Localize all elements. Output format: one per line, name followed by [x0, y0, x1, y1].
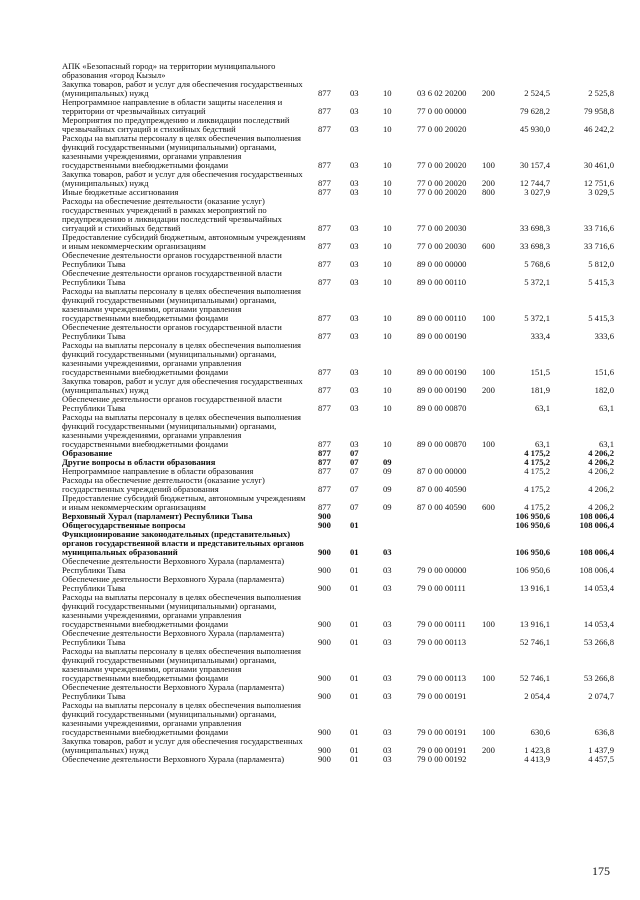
ministry-code: 877: [318, 439, 331, 449]
expense-type-code: 200: [482, 88, 495, 98]
target-article-code: 79 0 00 00000: [417, 565, 467, 575]
amount-year-1: 33 698,3: [519, 223, 550, 233]
table-row: [0, 116, 640, 134]
target-article-code: 77 0 00 20020: [417, 160, 467, 170]
amount-year-1: 13 916,1: [519, 619, 550, 629]
amount-year-1: 52 746,1: [519, 637, 550, 647]
target-article-code: 79 0 00 00192: [417, 754, 467, 764]
row-description: Расходы на выплаты персоналу в целях обеспечения выполнения функций государственными (муниципальными) органами, казенными учреждениями, органами управления государственными внебюджетными фондами: [62, 647, 302, 683]
row-description: Мероприятия по предупреждению и ликвидации последствий чрезвычайных ситуаций и стихийных бедствий: [62, 116, 290, 134]
section-code: 03: [350, 124, 359, 134]
row-description: Закупка товаров, работ и услуг для обеспечения государственных (муниципальных) нужд: [62, 737, 303, 755]
target-article-code: 89 0 00 00190: [417, 367, 467, 377]
amount-year-2: 3 029,5: [588, 187, 614, 197]
table-row: [0, 530, 640, 557]
section-code: 03: [350, 439, 359, 449]
table-row: [0, 98, 640, 116]
amount-year-2: 46 242,2: [583, 124, 614, 134]
subsection-code: 10: [383, 277, 392, 287]
ministry-code: 877: [318, 277, 331, 287]
subsection-code: 09: [383, 457, 392, 467]
row-description: Другие вопросы в области образования: [62, 458, 216, 467]
target-article-code: 03 6 02 20200: [417, 88, 467, 98]
amount-year-2: 12 751,6: [583, 178, 614, 188]
section-code: 01: [350, 565, 359, 575]
target-article-code: 89 0 00 00110: [417, 313, 467, 323]
expense-type-code: 600: [482, 502, 495, 512]
expense-type-code: 100: [482, 160, 495, 170]
subsection-code: 03: [383, 619, 392, 629]
section-code: 03: [350, 331, 359, 341]
ministry-code: 900: [318, 565, 331, 575]
row-description: Верховный Хурал (парламент) Республики Тыва: [62, 512, 253, 521]
target-article-code: 79 0 00 00111: [417, 583, 466, 593]
expense-type-code: 100: [482, 673, 495, 683]
table-row: [0, 323, 640, 341]
amount-year-1: 333,4: [530, 331, 550, 341]
target-article-code: 89 0 00 00190: [417, 385, 467, 395]
target-article-code: 77 0 00 00000: [417, 106, 467, 116]
row-description: Обеспечение деятельности органов государственной власти Республики Тыва: [62, 251, 282, 269]
table-row: [0, 647, 640, 683]
section-code: 03: [350, 403, 359, 413]
table-row: [0, 629, 640, 647]
page-number: 175: [592, 864, 610, 878]
target-article-code: 89 0 00 00870: [417, 439, 467, 449]
target-article-code: 77 0 00 20020: [417, 124, 467, 134]
table-row: [0, 755, 640, 764]
ministry-code: 900: [318, 547, 331, 557]
row-description: Обеспечение деятельности органов государственной власти Республики Тыва: [62, 395, 282, 413]
expense-type-code: 100: [482, 367, 495, 377]
subsection-code: 03: [383, 673, 392, 683]
amount-year-2: 108 006,4: [579, 565, 614, 575]
amount-year-2: 1 437,9: [588, 745, 614, 755]
target-article-code: 77 0 00 20030: [417, 241, 467, 251]
section-code: 03: [350, 277, 359, 287]
row-description: Обеспечение деятельности Верховного Хурала (парламента) Республики Тыва: [62, 575, 285, 593]
ministry-code: 877: [318, 124, 331, 134]
amount-year-2: 5 415,3: [588, 313, 614, 323]
subsection-code: 09: [383, 484, 392, 494]
amount-year-1: 4 175,2: [524, 448, 550, 458]
row-description: Обеспечение деятельности Верховного Хурала (парламента) Республики Тыва: [62, 683, 285, 701]
section-code: 01: [350, 619, 359, 629]
target-article-code: 79 0 00 00113: [417, 637, 467, 647]
row-description: Расходы на выплаты персоналу в целях обеспечения выполнения функций государственными (муниципальными) органами, казенными учреждениями, органами управления государственными внебюджетными фондами: [62, 287, 302, 323]
row-description: Расходы на выплаты персоналу в целях обеспечения выполнения функций государственными (муниципальными) органами, казенными учреждениями, органами управления государственными внебюджетными фондами: [62, 134, 302, 170]
ministry-code: 877: [318, 187, 331, 197]
amount-year-2: 4 206,2: [588, 484, 614, 494]
table-row: [0, 170, 640, 188]
section-code: 03: [350, 385, 359, 395]
amount-year-2: 108 006,4: [579, 511, 614, 521]
amount-year-2: 4 457,5: [588, 754, 614, 764]
table-row: [0, 377, 640, 395]
subsection-code: 10: [383, 367, 392, 377]
row-description: Расходы на обеспечение деятельности (оказание услуг) государственных учреждений в рамках мероприятий по предупреждению и ликвидации последствий чрезвычайных ситуаций и стихийных бедствий: [62, 197, 282, 233]
table-row: [0, 80, 640, 98]
ministry-code: 900: [318, 754, 331, 764]
row-description: Закупка товаров, работ и услуг для обеспечения государственных (муниципальных) нужд: [62, 377, 303, 395]
amount-year-1: 5 768,6: [524, 259, 550, 269]
section-code: 01: [350, 673, 359, 683]
ministry-code: 877: [318, 178, 331, 188]
ministry-code: 900: [318, 520, 331, 530]
target-article-code: 77 0 00 20030: [417, 223, 467, 233]
ministry-code: 877: [318, 502, 331, 512]
section-code: 03: [350, 88, 359, 98]
amount-year-1: 30 157,4: [519, 160, 550, 170]
target-article-code: 79 0 00 00191: [417, 691, 467, 701]
ministry-code: 877: [318, 367, 331, 377]
ministry-code: 900: [318, 727, 331, 737]
row-description: Расходы на выплаты персоналу в целях обеспечения выполнения функций государственными (муниципальными) органами, казенными учреждениями, органами управления государственными внебюджетными фондами: [62, 413, 302, 449]
table-row: [0, 494, 640, 512]
table-row: [0, 683, 640, 701]
subsection-code: 03: [383, 745, 392, 755]
row-description: Образование: [62, 449, 113, 458]
section-code: 03: [350, 106, 359, 116]
expense-type-code: 100: [482, 439, 495, 449]
amount-year-1: 2 524,5: [524, 88, 550, 98]
amount-year-1: 4 175,2: [524, 466, 550, 476]
ministry-code: 900: [318, 511, 331, 521]
ministry-code: 877: [318, 331, 331, 341]
expense-type-code: 100: [482, 727, 495, 737]
amount-year-2: 2 074,7: [588, 691, 614, 701]
amount-year-2: 333,6: [594, 331, 614, 341]
amount-year-1: 106 950,6: [515, 511, 550, 521]
amount-year-2: 33 716,6: [583, 241, 614, 251]
row-description: АПК «Безопасный город» на территории муниципального образования «город Кызыл»: [62, 62, 276, 80]
amount-year-2: 53 266,8: [583, 637, 614, 647]
row-description: Обеспечение деятельности Верховного Хурала (парламента) Республики Тыва: [62, 557, 285, 575]
subsection-code: 10: [383, 178, 392, 188]
amount-year-1: 45 930,0: [519, 124, 550, 134]
expense-type-code: 600: [482, 241, 495, 251]
subsection-code: 10: [383, 223, 392, 233]
ministry-code: 900: [318, 637, 331, 647]
table-row: [0, 593, 640, 629]
target-article-code: 77 0 00 20020: [417, 187, 467, 197]
table-row: [0, 287, 640, 323]
amount-year-2: 53 266,8: [583, 673, 614, 683]
amount-year-2: 182,0: [594, 385, 614, 395]
target-article-code: 79 0 00 00191: [417, 727, 467, 737]
amount-year-2: 4 206,2: [588, 448, 614, 458]
subsection-code: 10: [383, 160, 392, 170]
amount-year-1: 5 372,1: [524, 313, 550, 323]
amount-year-2: 4 206,2: [588, 502, 614, 512]
amount-year-2: 79 958,8: [583, 106, 614, 116]
amount-year-2: 5 415,3: [588, 277, 614, 287]
amount-year-1: 181,9: [530, 385, 550, 395]
subsection-code: 10: [383, 187, 392, 197]
amount-year-1: 4 175,2: [524, 457, 550, 467]
row-description: Обеспечение деятельности органов государственной власти Республики Тыва: [62, 323, 282, 341]
amount-year-1: 63,1: [534, 439, 550, 449]
section-code: 07: [350, 502, 359, 512]
amount-year-2: 14 053,4: [583, 619, 614, 629]
table-row: [0, 188, 640, 197]
ministry-code: 877: [318, 448, 331, 458]
table-row: [0, 701, 640, 737]
amount-year-1: 12 744,7: [519, 178, 550, 188]
table-row: [0, 476, 640, 494]
row-description: Иные бюджетные ассигнования: [62, 188, 179, 197]
row-description: Функционирование законодательных (представительных) органов государственной власти и представительных органов муниципальных образований: [62, 530, 304, 557]
ministry-code: 877: [318, 313, 331, 323]
section-code: 01: [350, 547, 359, 557]
amount-year-2: 63,1: [598, 439, 614, 449]
row-description: Обеспечение деятельности Верховного Хурала (парламента): [62, 755, 285, 764]
target-article-code: 87 0 00 00000: [417, 466, 467, 476]
target-article-code: 77 0 00 20020: [417, 178, 467, 188]
amount-year-1: 106 950,6: [515, 547, 550, 557]
amount-year-1: 1 423,8: [524, 745, 550, 755]
section-code: 03: [350, 223, 359, 233]
expense-type-code: 200: [482, 745, 495, 755]
target-article-code: 79 0 00 00111: [417, 619, 466, 629]
expense-type-code: 100: [482, 619, 495, 629]
subsection-code: 09: [383, 502, 392, 512]
ministry-code: 877: [318, 241, 331, 251]
amount-year-1: 2 054,4: [524, 691, 550, 701]
subsection-code: 10: [383, 385, 392, 395]
target-article-code: 89 0 00 00190: [417, 331, 467, 341]
subsection-code: 10: [383, 259, 392, 269]
row-description: Обеспечение деятельности органов государственной власти Республики Тыва: [62, 269, 282, 287]
subsection-code: 03: [383, 727, 392, 737]
row-description: Предоставление субсидий бюджетным, автономным учреждениям и иным некоммерческим организациям: [62, 233, 306, 251]
row-description: Общегосударственные вопросы: [62, 521, 186, 530]
amount-year-1: 151,5: [530, 367, 550, 377]
target-article-code: 79 0 00 00113: [417, 673, 467, 683]
section-code: 01: [350, 727, 359, 737]
amount-year-2: 108 006,4: [579, 547, 614, 557]
subsection-code: 03: [383, 547, 392, 557]
amount-year-2: 30 461,0: [583, 160, 614, 170]
amount-year-2: 636,8: [594, 727, 614, 737]
target-article-code: 87 0 00 40590: [417, 484, 467, 494]
section-code: 01: [350, 691, 359, 701]
ministry-code: 877: [318, 259, 331, 269]
section-code: 07: [350, 466, 359, 476]
amount-year-1: 106 950,6: [515, 520, 550, 530]
section-code: 01: [350, 637, 359, 647]
amount-year-1: 4 175,2: [524, 484, 550, 494]
section-code: 03: [350, 187, 359, 197]
subsection-code: 10: [383, 403, 392, 413]
section-code: 03: [350, 259, 359, 269]
expense-type-code: 200: [482, 178, 495, 188]
row-description: Непрограммное направление в области защиты населения и территории от чрезвычайных ситуаций: [62, 98, 283, 116]
row-description: Расходы на выплаты персоналу в целях обеспечения выполнения функций государственными (муниципальными) органами, казенными учреждениями, органами управления государственными внебюджетными фондами: [62, 341, 302, 377]
section-code: 03: [350, 160, 359, 170]
subsection-code: 10: [383, 241, 392, 251]
ministry-code: 877: [318, 106, 331, 116]
amount-year-1: 79 628,2: [519, 106, 550, 116]
section-code: 03: [350, 313, 359, 323]
ministry-code: 900: [318, 583, 331, 593]
table-row: [0, 575, 640, 593]
table-row: [0, 557, 640, 575]
subsection-code: 10: [383, 439, 392, 449]
amount-year-2: 151,6: [594, 367, 614, 377]
table-row: [0, 233, 640, 251]
amount-year-2: 2 525,8: [588, 88, 614, 98]
ministry-code: 877: [318, 160, 331, 170]
ministry-code: 877: [318, 466, 331, 476]
target-article-code: 89 0 00 00870: [417, 403, 467, 413]
ministry-code: 900: [318, 745, 331, 755]
row-description: Обеспечение деятельности Верховного Хурала (парламента) Республики Тыва: [62, 629, 285, 647]
section-code: 03: [350, 367, 359, 377]
section-code: 07: [350, 484, 359, 494]
amount-year-2: 108 006,4: [579, 520, 614, 530]
subsection-code: 10: [383, 331, 392, 341]
table-row: [0, 737, 640, 755]
ministry-code: 877: [318, 223, 331, 233]
table-row: [0, 467, 640, 476]
table-row: [0, 413, 640, 449]
section-code: 01: [350, 754, 359, 764]
table-row: [0, 269, 640, 287]
ministry-code: 877: [318, 457, 331, 467]
subsection-code: 09: [383, 466, 392, 476]
subsection-code: 10: [383, 313, 392, 323]
row-description: Закупка товаров, работ и услуг для обеспечения государственных (муниципальных) нужд: [62, 80, 303, 98]
subsection-code: 03: [383, 565, 392, 575]
row-description: Закупка товаров, работ и услуг для обеспечения государственных (муниципальных) нужд: [62, 170, 303, 188]
amount-year-2: 33 716,6: [583, 223, 614, 233]
amount-year-2: 4 206,2: [588, 457, 614, 467]
subsection-code: 10: [383, 88, 392, 98]
row-description: Расходы на обеспечение деятельности (оказание услуг) государственных учреждений образования: [62, 476, 265, 494]
target-article-code: 89 0 00 00110: [417, 277, 467, 287]
section-code: 01: [350, 583, 359, 593]
amount-year-1: 63,1: [534, 403, 550, 413]
target-article-code: 89 0 00 00000: [417, 259, 467, 269]
amount-year-1: 3 027,9: [524, 187, 550, 197]
table-row: [0, 251, 640, 269]
amount-year-2: 14 053,4: [583, 583, 614, 593]
amount-year-1: 4 413,9: [524, 754, 550, 764]
section-code: 01: [350, 745, 359, 755]
row-description: Расходы на выплаты персоналу в целях обеспечения выполнения функций государственными (муниципальными) органами, казенными учреждениями, органами управления государственными внебюджетными фондами: [62, 701, 302, 737]
expense-type-code: 200: [482, 385, 495, 395]
target-article-code: 79 0 00 00191: [417, 745, 467, 755]
amount-year-2: 63,1: [598, 403, 614, 413]
section-code: 01: [350, 520, 359, 530]
subsection-code: 03: [383, 754, 392, 764]
subsection-code: 03: [383, 583, 392, 593]
section-code: 03: [350, 178, 359, 188]
ministry-code: 877: [318, 403, 331, 413]
subsection-code: 10: [383, 124, 392, 134]
table-row: [0, 521, 640, 530]
table-row: [0, 62, 640, 80]
table-row: [0, 395, 640, 413]
amount-year-1: 106 950,6: [515, 565, 550, 575]
ministry-code: 900: [318, 619, 331, 629]
amount-year-2: 4 206,2: [588, 466, 614, 476]
ministry-code: 900: [318, 691, 331, 701]
amount-year-1: 52 746,1: [519, 673, 550, 683]
row-description: Расходы на выплаты персоналу в целях обеспечения выполнения функций государственными (муниципальными) органами, казенными учреждениями, органами управления государственными внебюджетными фондами: [62, 593, 302, 629]
target-article-code: 87 0 00 40590: [417, 502, 467, 512]
ministry-code: 900: [318, 673, 331, 683]
amount-year-1: 5 372,1: [524, 277, 550, 287]
subsection-code: 10: [383, 106, 392, 116]
section-code: 07: [350, 457, 359, 467]
subsection-code: 03: [383, 691, 392, 701]
row-description: Непрограммное направление в области образования: [62, 467, 254, 476]
amount-year-2: 5 812,0: [588, 259, 614, 269]
table-row: [0, 197, 640, 233]
table-row: [0, 341, 640, 377]
expense-type-code: 100: [482, 313, 495, 323]
amount-year-1: 33 698,3: [519, 241, 550, 251]
amount-year-1: 13 916,1: [519, 583, 550, 593]
ministry-code: 877: [318, 484, 331, 494]
expense-type-code: 800: [482, 187, 495, 197]
section-code: 03: [350, 241, 359, 251]
ministry-code: 877: [318, 385, 331, 395]
amount-year-1: 4 175,2: [524, 502, 550, 512]
amount-year-1: 630,6: [530, 727, 550, 737]
ministry-code: 877: [318, 88, 331, 98]
row-description: Предоставление субсидий бюджетным, автономным учреждениям и иным некоммерческим организациям: [62, 494, 306, 512]
table-row: [0, 134, 640, 170]
section-code: 07: [350, 448, 359, 458]
subsection-code: 03: [383, 637, 392, 647]
